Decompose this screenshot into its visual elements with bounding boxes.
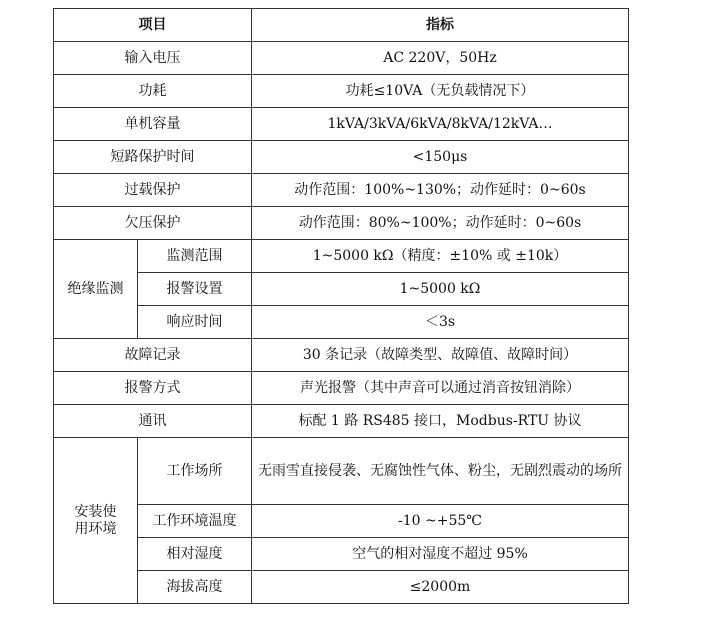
row-label: 输入电压 <box>54 42 252 75</box>
table-row <box>54 571 629 604</box>
header-item: 项目 <box>54 9 252 42</box>
table-row <box>54 174 629 207</box>
row-label: 欠压保护 <box>54 207 252 240</box>
row-value: 30 条记录（故障类型、故障值、故障时间） <box>252 339 629 372</box>
table-row <box>54 273 629 306</box>
row-label: 报警方式 <box>54 372 252 405</box>
row-value: 动作范围：100%~130%；动作延时：0~60s <box>252 174 629 207</box>
table-row <box>54 405 629 438</box>
header-spec: 指标 <box>252 9 629 42</box>
row-label: 功耗 <box>54 75 252 108</box>
row-value: 动作范围：80%~100%；动作延时：0~60s <box>252 207 629 240</box>
sub-row-value: 1~5000 kΩ <box>252 273 629 306</box>
table-row <box>54 538 629 571</box>
table-row <box>54 306 629 339</box>
sub-row-value: 1~5000 kΩ（精度：±10% 或 ±10k） <box>252 240 629 273</box>
sub-row-value: ≤2000m <box>252 571 629 604</box>
row-label: 通讯 <box>54 405 252 438</box>
row-value: 标配 1 路 RS485 接口，Modbus-RTU 协议 <box>252 405 629 438</box>
row-label: 故障记录 <box>54 339 252 372</box>
sub-row-label: 响应时间 <box>138 306 252 339</box>
table-row <box>54 372 629 405</box>
sub-row-label: 工作环境温度 <box>138 505 252 538</box>
sub-row-value: 无雨雪直接侵袭、无腐蚀性气体、粉尘，无剧烈震动的场所 <box>252 438 629 505</box>
row-value: AC 220V，50Hz <box>252 42 629 75</box>
table-row <box>54 108 629 141</box>
table-row <box>54 207 629 240</box>
sub-row-value: -10 ~+55℃ <box>252 505 629 538</box>
sub-row-label: 报警设置 <box>138 273 252 306</box>
sub-row-label: 相对湿度 <box>138 538 252 571</box>
row-value: 1kVA/3kVA/6kVA/8kVA/12kVA… <box>252 108 629 141</box>
group-label-environment <box>54 438 138 604</box>
group-label-line: 用环境 <box>74 520 117 537</box>
sub-row-value: ＜3s <box>252 306 629 339</box>
sub-row-label: 工作场所 <box>138 438 252 505</box>
table-row <box>54 240 629 273</box>
sub-row-label: 监测范围 <box>138 240 252 273</box>
sub-row-label: 海拔高度 <box>138 571 252 604</box>
group-label-insulation: 绝缘监测 <box>54 240 138 339</box>
table-row <box>54 438 629 505</box>
table-row <box>54 75 629 108</box>
table-row <box>54 141 629 174</box>
group-label-line: 安装使 <box>74 503 117 520</box>
row-label: 单机容量 <box>54 108 252 141</box>
table-row <box>54 505 629 538</box>
table-row <box>54 42 629 75</box>
row-label: 过载保护 <box>54 174 252 207</box>
table-header-row <box>54 9 629 42</box>
spec-table <box>53 8 629 604</box>
row-value: <150μs <box>252 141 629 174</box>
sub-row-value: 空气的相对湿度不超过 95% <box>252 538 629 571</box>
table-row <box>54 339 629 372</box>
row-value: 功耗≤10VA（无负载情况下） <box>252 75 629 108</box>
row-label: 短路保护时间 <box>54 141 252 174</box>
row-value: 声光报警（其中声音可以通过消音按钮消除） <box>252 372 629 405</box>
